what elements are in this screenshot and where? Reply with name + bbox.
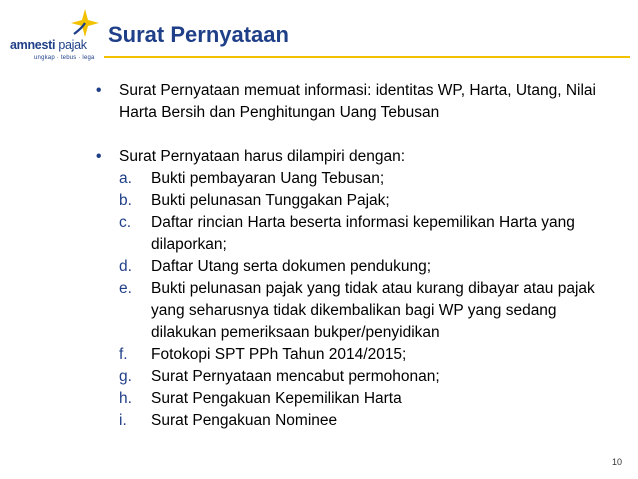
attachment-text: Surat Pengakuan Kepemilikan Harta xyxy=(151,390,402,407)
attachment-text: Surat Pengakuan Nominee xyxy=(151,412,338,429)
attachment-text: Daftar Utang serta dokumen pendukung; xyxy=(151,258,432,275)
logo-tagline: ungkap · tebus · lega xyxy=(34,55,95,61)
attachment-marker: a. xyxy=(119,170,132,187)
attachment-text: Bukti pembayaran Uang Tebusan; xyxy=(151,170,385,187)
attachment-marker: e. xyxy=(119,280,132,297)
bullet-marker: • xyxy=(96,82,102,99)
attachment-text: Bukti pelunasan Tunggakan Pajak; xyxy=(151,192,390,209)
bullet-text: Surat Pernyataan memuat informasi: identitas WP, Harta, Utang, Nilai Harta Bersih dan Penghitungan Uang Tebusan xyxy=(119,82,596,121)
slide-content xyxy=(94,80,624,432)
attachment-text: Daftar rincian Harta beserta informasi kepemilikan Harta yang dilaporkan; xyxy=(151,214,575,253)
page-number: 10 xyxy=(611,457,622,467)
bullet-text: Surat Pernyataan harus dilampiri dengan: xyxy=(119,148,406,165)
gold-star-icon xyxy=(70,8,100,38)
slide-title: Surat Pernyataan xyxy=(108,22,289,47)
attachment-item xyxy=(94,256,624,278)
amnesti-pajak-logo xyxy=(8,8,104,66)
attachment-item xyxy=(94,212,624,256)
attachment-item xyxy=(94,190,624,212)
attachment-marker: c. xyxy=(119,214,132,231)
attachment-item xyxy=(94,410,624,432)
title-underline xyxy=(104,56,630,58)
attachment-text: Surat Pernyataan mencabut permohonan; xyxy=(151,368,440,385)
attachment-item xyxy=(94,344,624,366)
attachment-text: Bukti pelunasan pajak yang tidak atau kurang dibayar atau pajak yang seharusnya tidak dikembalikan bagi WP yang sedang dilakukan pemeriksaan bukper/penyidikan xyxy=(151,280,595,341)
logo-name-bold: amnesti xyxy=(10,38,56,52)
attachment-item xyxy=(94,388,624,410)
attachment-item xyxy=(94,278,624,344)
logo-name-light: pajak xyxy=(58,38,87,52)
attachment-marker: h. xyxy=(119,390,132,407)
attachment-marker: i. xyxy=(119,412,127,429)
logo-wordmark xyxy=(10,38,110,52)
attachment-marker: d. xyxy=(119,258,132,275)
attachment-item xyxy=(94,366,624,388)
attachment-marker: g. xyxy=(119,368,132,385)
bullet-item xyxy=(94,146,624,168)
attachment-text: Fotokopi SPT PPh Tahun 2014/2015; xyxy=(151,346,407,363)
attachment-marker: b. xyxy=(119,192,132,209)
attachment-marker: f. xyxy=(119,346,128,363)
bullet-item xyxy=(94,80,624,124)
attachment-item xyxy=(94,168,624,190)
bullet-marker: • xyxy=(96,148,102,165)
